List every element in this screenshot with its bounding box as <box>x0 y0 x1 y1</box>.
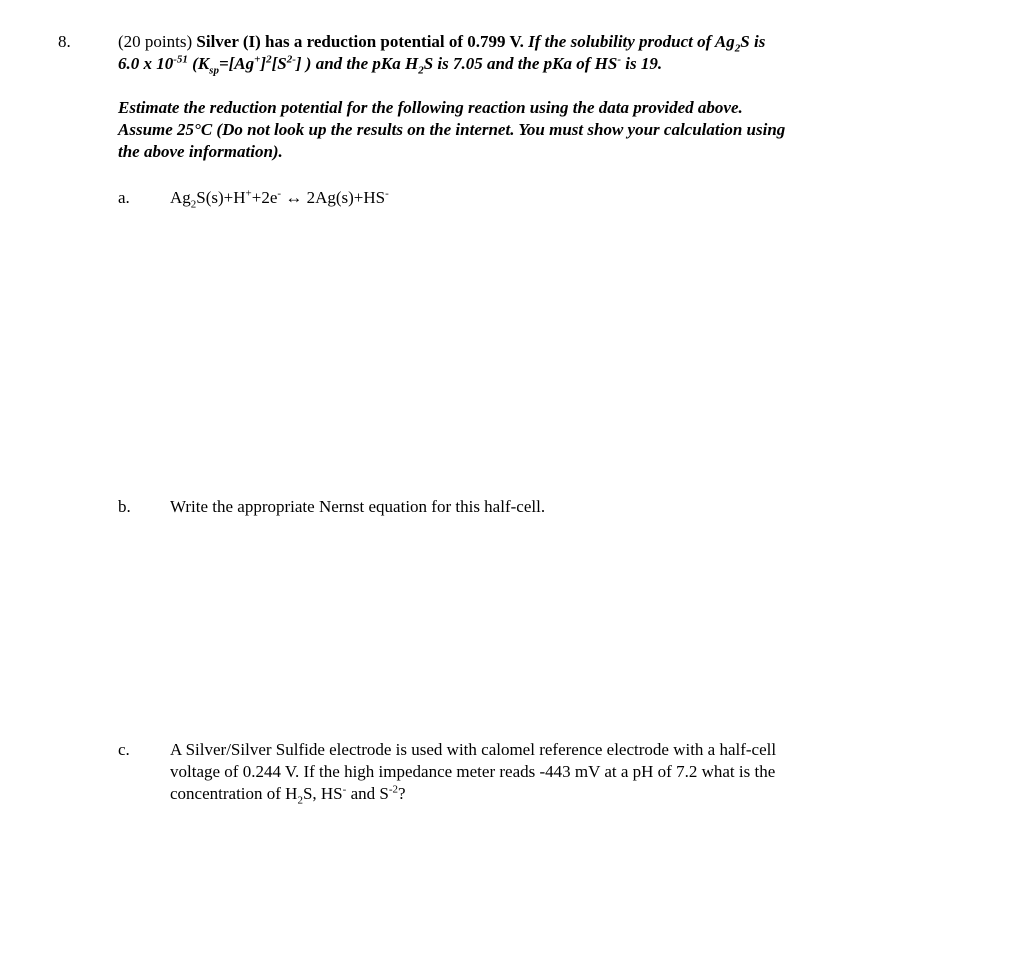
question-statement <box>118 31 918 75</box>
instructions-line-1: Estimate the reduction potential for the following reaction using the data provided above. <box>118 98 743 117</box>
part-c-label: c. <box>118 740 130 759</box>
instructions-line-3: the above information). <box>118 142 283 161</box>
part-a-reaction: $Ag_2S(s)+H^++2e^-$ ↔ 2Ag(s)+HS- <box>170 187 389 211</box>
part-b-text: Write the appropriate Nernst equation for this half-cell. <box>170 497 546 516</box>
reduction-potential-text: Silver (I) has a reduction potential of 0.799 V. <box>196 32 524 51</box>
part-b-label: b. <box>118 497 131 516</box>
points-label: (20 points) <box>118 32 193 51</box>
part-c-line-1: A Silver/Silver Sulfide electrode is used with calomel reference electrode with a half-cell <box>170 740 777 759</box>
instructions <box>118 97 918 163</box>
part-c-line-3: concentration of $H_2S$, HS- and $S^{-2}$? <box>170 783 406 807</box>
ksp-lead: If the solubility product of $Ag_2S$ is <box>528 32 766 55</box>
part-c-text <box>170 739 890 805</box>
part-a-label: a. <box>118 188 130 207</box>
question-line-1 <box>118 31 918 53</box>
question-number: 8. <box>58 32 71 51</box>
part-c-line-2: voltage of 0.244 V. If the high impedance meter reads -443 mV at a pH of 7.2 what is the <box>170 762 776 781</box>
instructions-line-2: Assume 25°C (Do not look up the results on the internet. You must show your calculation using <box>118 120 786 139</box>
question-line-2: 6.0 x $10^{-51}$ ($K_{sp}=[Ag^+]^2[S^{2-}]$ ) and the pKa $H_2S$ is 7.05 and the pKa of HS- is 19. <box>118 53 663 77</box>
